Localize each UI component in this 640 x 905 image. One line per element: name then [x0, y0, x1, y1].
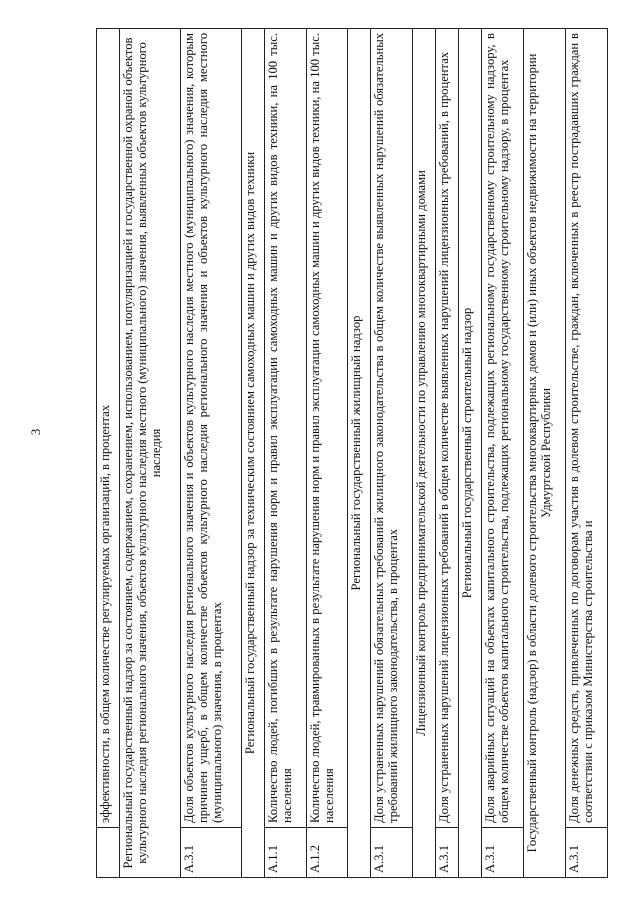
table-row	[180, 29, 241, 878]
indicator-text-cell: эффективности, в общем количестве регулируемых организаций, в процентах	[97, 29, 120, 828]
code-cell: А.3.1	[566, 828, 608, 878]
section-header: Региональный государственный жилищный надзор	[348, 29, 371, 878]
section-header: Региональный государственный строительный надзор	[459, 29, 482, 878]
rotated-table-container	[96, 28, 608, 878]
table-row	[482, 29, 524, 878]
indicator-text-cell: Доля денежных средств, привлеченных по договорам участия в долевом строительстве, граждан, включенных в реестр пострадавших граждан в соответствии с приказом Министерства строительства и	[566, 29, 608, 828]
code-cell: А.1.2	[306, 828, 348, 878]
code-cell: А.3.1	[180, 828, 241, 878]
indicator-text-cell: Доля аварийных ситуаций на объектах капитального строительства, подлежащих региональному государственному строительному надзору, в общем количестве объектов капитального строительства, подлежащих региональному государственному строительному надзору, в процентах	[482, 29, 524, 828]
indicator-text-cell: Доля устраненных нарушений обязательных требований жилищного законодательства в общем количестве выявленных нарушений обязательных требований жилищного законодательства, в процентах	[371, 29, 413, 828]
section-header: Государственный контроль (надзор) в области долевого строительства многоквартирных домов и (или) иных объектов недвижимости на территории Удмуртской Республики	[524, 29, 566, 878]
section-header-row	[119, 29, 180, 878]
section-header-row	[459, 29, 482, 878]
table-row	[264, 29, 306, 878]
table-row	[306, 29, 348, 878]
page-number: 3	[28, 428, 43, 436]
table-row	[436, 29, 459, 878]
code-cell: А.1.1	[264, 828, 306, 878]
code-cell: А.3.1	[482, 828, 524, 878]
code-cell	[97, 828, 120, 878]
section-header-row	[348, 29, 371, 878]
section-header: Региональный государственный надзор за техническим состоянием самоходных машин и других видов техники	[241, 29, 264, 878]
indicators-table	[96, 28, 608, 878]
section-header: Региональный государственный надзор за состоянием, содержанием, сохранением, использованием, популяризацией и государственной охраной объектов культурного наследия регионального значения, объектов культурного наследия местного (муниципального) значения, выявленных объектов культурного наследия	[119, 29, 180, 878]
table-row	[97, 29, 120, 878]
indicator-text-cell: Количество людей, травмированных в результате нарушения норм и правил эксплуатации самоходных машин и других видов техники, на 100 тыс. населения	[306, 29, 348, 828]
code-cell: А.3.1	[371, 828, 413, 878]
indicator-text-cell: Доля объектов культурного наследия регионального значения и объектов культурного наследия местного (муниципального) значения, которым причинен ущерб, в общем количестве объектов культурного наследия регионального значения и объектов культурного наследия местного (муниципального) значения, в процентах	[180, 29, 241, 828]
section-header: Лицензионный контроль предпринимательской деятельности по управлению многоквартирными домами	[413, 29, 436, 878]
section-header-row	[413, 29, 436, 878]
code-cell: А.3.1	[436, 828, 459, 878]
section-header-row	[524, 29, 566, 878]
indicator-text-cell: Количество людей, погибших в результате нарушения норм и правил эксплуатации самоходных машин и других видов техники, на 100 тыс. населения	[264, 29, 306, 828]
table-row	[371, 29, 413, 878]
indicator-text-cell: Доля устраненных нарушений лицензионных требований в общем количестве выявленных нарушений лицензионных требований, в процентах	[436, 29, 459, 828]
section-header-row	[241, 29, 264, 878]
table-row	[566, 29, 608, 878]
